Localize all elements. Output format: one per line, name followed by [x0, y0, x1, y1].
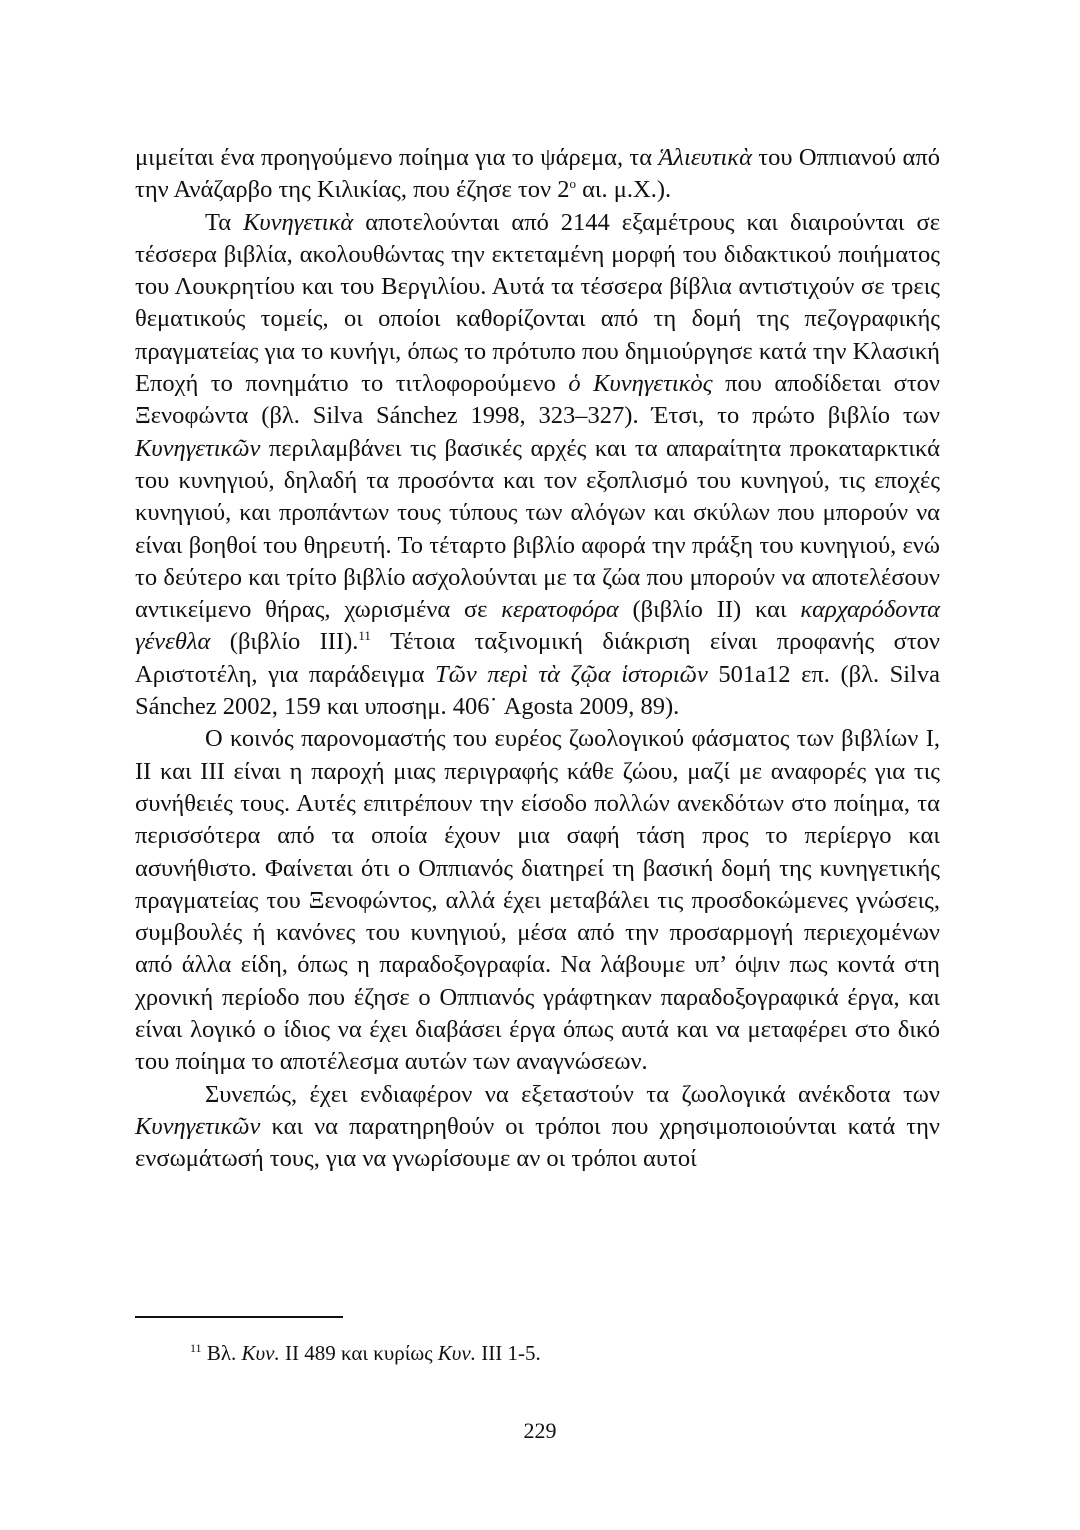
italic-abbrev: Κυν. [437, 1341, 476, 1365]
text-run: μιμείται ένα προηγούμενο ποίημα για το ψάρεμα, τα [135, 144, 659, 171]
paragraph-1 [135, 142, 940, 207]
page-number: 229 [523, 1418, 557, 1443]
text-run: που αποδίδεται στον Ξενοφώντα (βλ. Silva Sánchez 1998, 323–327). Έτσι, το πρώτο βιβλίο των [135, 370, 940, 430]
italic-title: Κυνηγετικῶν [135, 1112, 261, 1140]
italic-title: ὁ Κυνηγετικὸς [568, 370, 713, 398]
text-run: Τέτοια ταξινομική διάκριση είναι προφανής στον Αριστοτέλη, για παράδειγμα [135, 628, 940, 688]
italic-term: κερατοφόρα [501, 596, 619, 624]
paragraph-4 [135, 1079, 940, 1176]
text-run: και να παρατηρηθούν οι τρόποι που χρησιμοποιούνται κατά την ενσωμάτωσή τους, για να γνωρίσουμε αν οι τρόποι αυτοί [135, 1112, 940, 1173]
text-run: αι. μ.Χ.). [575, 176, 672, 204]
superscript: ο [569, 176, 576, 192]
footnote-11 [190, 1340, 541, 1366]
italic-term: καρχαρόδοντα γένεθλα [135, 596, 940, 656]
footnote-reference[interactable]: 11 [358, 628, 371, 644]
text-run: Τα [205, 208, 244, 236]
text-run: περιλαμβάνει τις βασικές αρχές και τα απαραίτητα προκαταρκτικά του κυνηγιού, δηλαδή τα προσόντα και τον εξοπλισμό του κυνηγού, τις εποχές κυνηγιού, και προπάντων τους τύπους των αλόγων και σκύλων που μπορούν να είναι βοηθοί του θηρευτή. Το τέταρτο βιβλίο αφορά την πράξη του κυνηγιού, ενώ το δεύτερο και τρίτο βιβλίο ασχολούνται με τα ζώα που μπορούν να αποτελέσουν αντικείμενο θήρας, χωρισμένα σε [135, 434, 940, 624]
italic-title: Τῶν περὶ τὰ ζῷα ἱστοριῶν [434, 660, 708, 688]
italic-title: Ἁλιευτικὰ [658, 144, 752, 171]
footnote-separator [135, 1316, 343, 1318]
paragraph-3: Ο κοινός παρονομαστής του ευρέος ζωολογικού φάσματος των βιβλίων Ι, ΙΙ και ΙΙΙ είναι η παροχή μιας περιγραφής κάθε ζώου, μαζί με αναφορές για τις συνήθειές τους. Αυτές επιτρέπουν την είσοδο πολλών ανεκδότων στο ποίημα, τα περισσότερα από τα οποία έχουν μια σαφή τάση προς το περίεργο και ασυνήθιστο. Φαίνεται ότι ο Οππιανός διατηρεί τη βασική δομή της κυνηγετικής πραγματείας του Ξενοφώντος, αλλά έχει μεταβάλει τις προσδοκώμενες γνώσεις, συμβουλές ή κανόνες του κυνηγιού, μέσα από την προσαρμογή περιεχομένων από άλλα είδη, όπως η παραδοξογραφία. Να λάβουμε υπ’ όψιν πως κοντά στη χρονική περίοδο που έζησε ο Οππιανός γράφτηκαν παραδοξογραφικά έργα, και είναι λογικό ο ίδιος να έχει διαβάσει έργα όπως αυτά και να μεταφέρει στο δικό του ποίημα το αποτέλεσμα αυτών των αναγνώσεων. [135, 725, 940, 1076]
italic-abbrev: Κυν. [241, 1341, 280, 1365]
text-run: (βιβλίο ΙΙΙ). [210, 628, 359, 656]
text-run: (βιβλίο ΙΙ) και [618, 596, 801, 624]
italic-title: Κυνηγετικῶν [135, 434, 261, 462]
paragraph-2 [135, 207, 940, 724]
text-run: Συνεπώς, έχει ενδιαφέρον να εξεταστούν τα ζωολογικά ανέκδοτα των [205, 1080, 940, 1108]
text-run: του Οππιανού από την Ανάζαρβο της Κιλικίας, που έζησε τον 2 [135, 144, 940, 204]
text-run: αποτελούνται από 2144 εξαμέτρους και διαιρούνται σε τέσσερα βιβλία, ακολουθώντας την εκτεταμένη μορφή του διδακτικού ποιήματος του Λουκρητίου και του Βεργιλίου. Αυτά τα τέσσερα βίβλια αντιστιχούν σε τρεις θεματικούς τομείς, οι οποίοι καθορίζονται από τη δομή της πεζογραφικής πραγματείας για το κυνήγι, όπως το πρότυπο που δημιούργησε κατά την Κλασική Εποχή το πονημάτιο το τιτλοφορούμενο [135, 208, 940, 398]
footnote-number: 11 [190, 1341, 202, 1355]
text-run: ΙΙ 489 και κυρίως [279, 1341, 438, 1365]
text-run: 501a12 επ. (βλ. Silva Sánchez 2002, 159 και υποσημ. 406˙ Agosta 2009, 89). [135, 660, 940, 721]
text-run: ΙΙΙ 1-5. [476, 1341, 541, 1365]
text-run: Βλ. [201, 1341, 242, 1365]
italic-title: Κυνηγετικὰ [243, 208, 354, 236]
main-text [135, 142, 940, 1176]
